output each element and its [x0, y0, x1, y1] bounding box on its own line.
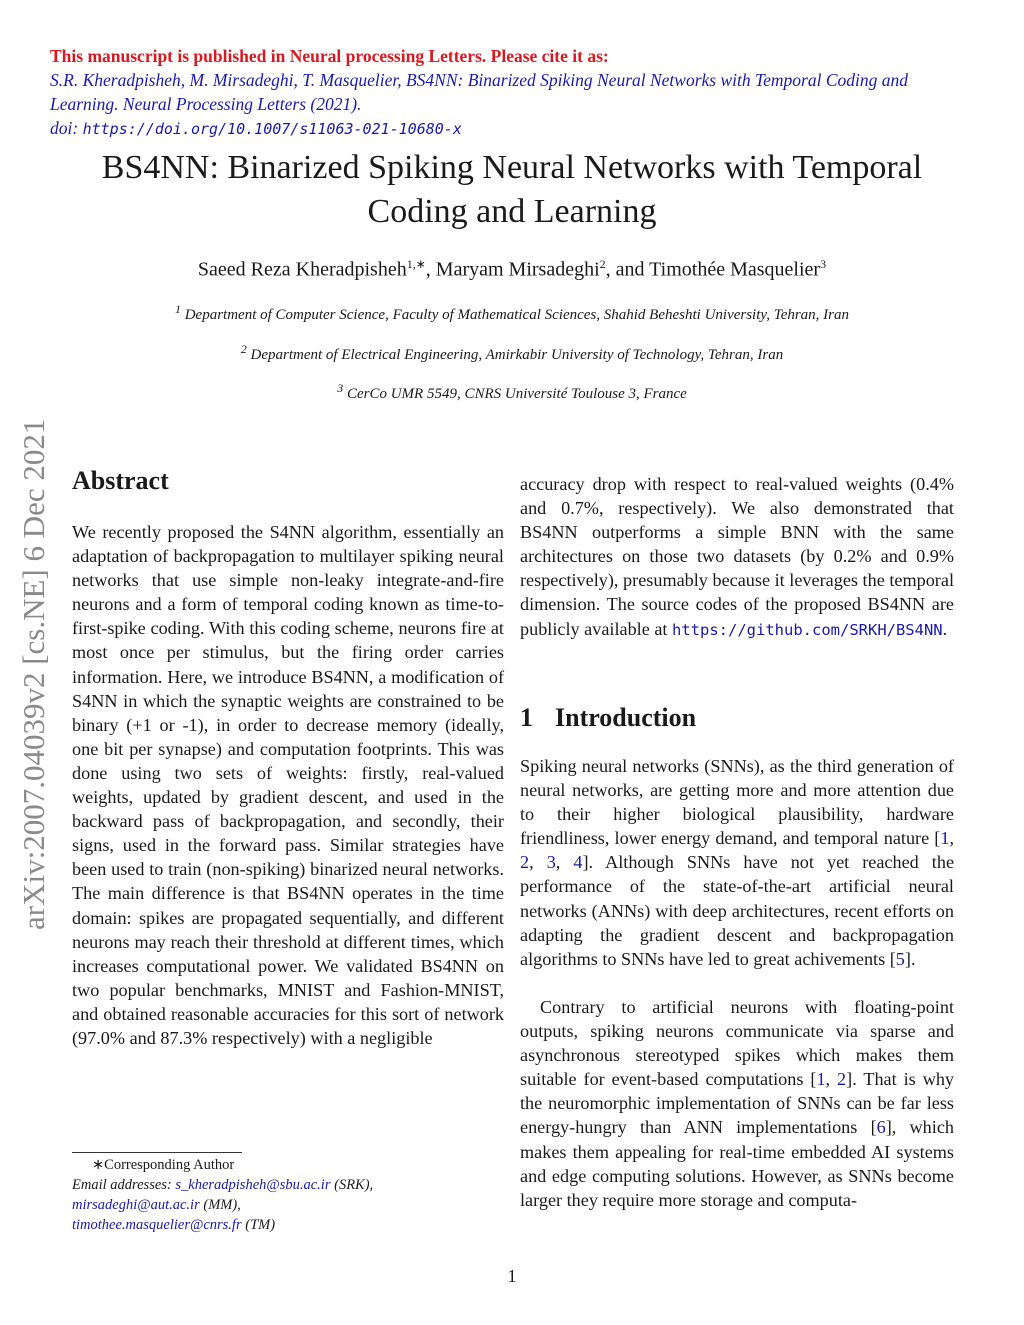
email-tag: (TM)	[245, 1217, 276, 1233]
abstract-end: .	[942, 618, 948, 639]
doi-link[interactable]: https://doi.org/10.1007/s11063-021-10680-x	[82, 120, 462, 138]
abstract-body-left	[72, 520, 504, 1050]
citation-link[interactable]: 5	[895, 948, 905, 969]
abstract-text: We recently proposed the S4NN algorithm, essentially an adaptation of backpropagation to multilayer spiking neural networks that use simple non-leaky integrate-and-fire neurons and a form of temporal coding known as time-to-first-spike coding. With this coding scheme, neurons fire at most once per stimulus, but the firing order carries information. Here, we introduce BS4NN, a modification of S4NN in which the synaptic weights are constrained to be binary (+1 or -1), in order to decrease memory (ideally, one bit per synapse) and computation footprints. This was done using two sets of weights: firstly, real-valued weights, updated by gradient descent, and used in the backward pass of backpropagation, and secondly, their signs, used in the forward pass. Similar strategies have been used to train (non-spiking) binarized neural networks. The main difference is that BS4NN operates in the time domain: spikes are propagated sequentially, and different neurons may reach their threshold at different times, which increases computational power. We validated BS4NN on two popular benchmarks, MNIST and Fashion-MNIST, and obtained reasonable accuracies for this sort of network (97.0% and 87.3% respectively) with a negligible	[72, 522, 504, 1048]
email-tag: (MM),	[203, 1197, 241, 1213]
author-separator: ,	[425, 258, 436, 281]
citation-link[interactable]: 6	[876, 1117, 886, 1138]
page-number: 1	[507, 1266, 517, 1286]
citation-link[interactable]: 1	[940, 828, 950, 849]
footnote-divider	[72, 1152, 242, 1153]
abstract-continuation	[520, 472, 954, 642]
citation-link[interactable]: 4	[573, 852, 583, 873]
intro-text: ].	[904, 948, 916, 969]
intro-paragraph: Spiking neural networks (SNNs), as the third generation of neural networks, are getting more and more attention due to their higher biological plausibility, hardware friendliness, lower energy demand, and temporal nature [1, 2, 3, 4]. Although SNNs have not yet reached the performance of the state-of-the-art artificial neural networks (ANNs) with deep architectures, recent efforts on adapting the gradient descent and backpropagation algorithms to SNNs have led to great achivements [5].	[520, 756, 955, 969]
abstract-text: accuracy drop with respect to real-valued weights (0.4% and 0.7%, respectively). We also demonstrated that BS4NN outperforms a simple BNN with the same architectures on those two datasets (by 0.2% and 0.9% respectively), presumably because it leverages the temporal dimension. The source codes of the proposed BS4NN are publicly available at	[520, 474, 954, 639]
publication-notice	[50, 44, 970, 141]
email-link[interactable]: s_kheradpisheh@sbu.ac.ir	[175, 1177, 331, 1193]
code-link[interactable]: https://github.com/SRKH/BS4NN	[672, 620, 943, 639]
footnote	[72, 1155, 512, 1235]
email-link[interactable]: timothee.masquelier@cnrs.fr	[72, 1217, 242, 1233]
author-affil-mark: 3	[820, 257, 827, 271]
intro-text: ]. That is why the neuromorphic implementation of SNNs can be far less energy-hungry than ANN implementations [	[520, 1069, 955, 1138]
doi-label: doi:	[50, 118, 79, 138]
paper-title: BS4NN: Binarized Spiking Neural Networks with Temporal Coding and Learning	[101, 149, 923, 230]
citation-link[interactable]: 2	[837, 1069, 847, 1090]
author-name: Maryam Mirsadeghi	[435, 258, 600, 281]
author-separator: , and	[605, 258, 650, 281]
affiliation-text: Department of Computer Science, Faculty of Mathematical Sciences, Shahid Beheshti University, Tehran, Iran	[184, 307, 850, 323]
author-affil-mark: 1,∗	[406, 257, 426, 271]
intro-text: ], which makes them appealing for real-time embedded AI systems and edge computing solutions. However, as SNNs become larger they require more storage and computa-	[520, 1117, 954, 1210]
author-name: Timothée Masquelier	[649, 258, 821, 281]
section-heading	[520, 703, 696, 733]
email-link[interactable]: mirsadeghi@aut.ac.ir	[72, 1197, 200, 1213]
citation-link[interactable]: 2	[520, 852, 530, 873]
intro-paragraph: Contrary to artificial neurons with floating-point outputs, spiking neurons communicate via sparse and asynchronous stereotyped spikes which makes them suitable for event-based computations [1, 2]. That is why the neuromorphic implementation of SNNs can be far less energy-hungry than ANN implementations [6], which makes them appealing for real-time embedded AI systems and edge computing solutions. However, as SNNs become larger they require more storage and computa-	[520, 997, 955, 1210]
notice-line: This manuscript is published in Neural processing Letters. Please cite it as:	[50, 46, 609, 66]
affiliation-number: 1	[174, 302, 181, 316]
affiliation-text: CerCo UMR 5549, CNRS Université Toulouse 3, France	[346, 386, 687, 402]
affiliation	[60, 381, 964, 403]
section-title: Introduction	[555, 703, 697, 732]
citation-text: S.R. Kheradpisheh, M. Mirsadeghi, T. Masquelier, BS4NN: Binarized Spiking Neural Networks with Temporal Coding and Learning. Neural Processing Letters (2021).	[50, 70, 908, 114]
section-number: 1	[520, 703, 533, 732]
affiliation-number: 2	[240, 342, 247, 356]
citation-link[interactable]: 3	[546, 852, 556, 873]
affiliation-text: Department of Electrical Engineering, Amirkabir University of Technology, Tehran, Iran	[250, 347, 784, 363]
doi-line	[50, 116, 970, 141]
affiliation	[60, 342, 964, 364]
abstract-heading: Abstract	[72, 466, 169, 495]
author-name: Saeed Reza Kheradpisheh	[197, 258, 407, 281]
citation-link[interactable]: 1	[816, 1069, 826, 1090]
affiliation	[60, 302, 964, 324]
author-list	[60, 257, 964, 282]
intro-text: Spiking neural networks (SNNs), as the third generation of neural networks, are getting more and more attention due to their higher biological plausibility, hardware friendliness, lower energy demand, and temporal nature [	[520, 756, 954, 849]
intro-text: ]. Although SNNs have not yet reached the performance of the state-of-the-art artificial neural networks (ANNs) with deep architectures, recent efforts on adapting the gradient descent and backpropagation algorithms to SNNs have led to great achivements [	[520, 852, 955, 969]
abstract-body-right	[520, 472, 954, 642]
arxiv-stamp: arXiv:2007.04039v2 [cs.NE] 6 Dec 2021	[16, 418, 51, 930]
affiliation-number: 3	[337, 381, 344, 395]
email-tag: (SRK),	[334, 1177, 374, 1193]
corresponding-author-note: ∗Corresponding Author	[92, 1157, 235, 1173]
intro-text: Contrary to artificial neurons with floating-point outputs, spiking neurons communicate via sparse and asynchronous stereotyped spikes which makes them suitable for event-based computations [	[520, 997, 954, 1090]
author-affil-mark: 2	[599, 257, 606, 271]
email-label: Email addresses:	[72, 1177, 172, 1193]
